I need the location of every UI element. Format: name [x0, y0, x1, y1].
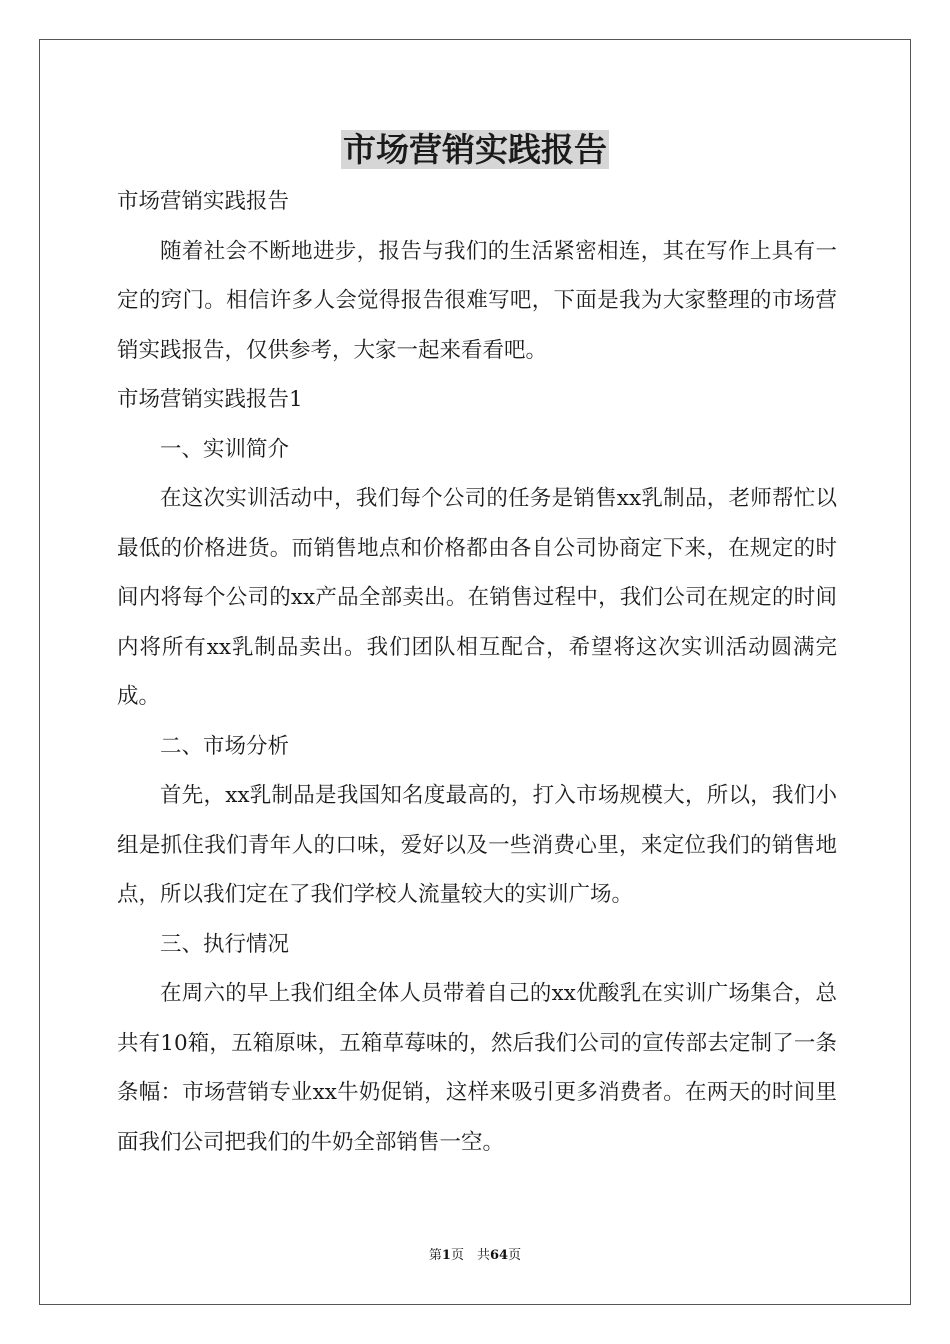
- paragraph-intro: 随着社会不断地进步，报告与我们的生活紧密相连，其在写作上具有一定的窍门。相信许多人会觉得报告很难写吧，下面是我为大家整理的市场营销实践报告，仅供参考，大家一起来看看吧。: [117, 238, 837, 363]
- paragraph-subtitle: 市场营销实践报告: [117, 189, 290, 214]
- paragraph-training-intro: 在这次实训活动中，我们每个公司的任务是销售xx乳制品，老师帮忙以最低的价格进货。而销售地点和价格都由各自公司协商定下来，在规定的时间内将每个公司的xx产品全部卖出。在销售过程中，我们公司在规定的时间内将所有xx乳制品卖出。我们团队相互配合，希望将这次实训活动圆满完成。: [117, 486, 837, 709]
- paragraph-market-analysis: 首先，xx乳制品是我国知名度最高的，打入市场规模大，所以，我们小组是抓住我们青年人的口味，爱好以及一些消费心里，来定位我们的销售地点，所以我们定在了我们学校人流量较大的实训广场。: [117, 783, 837, 907]
- document-title: [0, 127, 950, 173]
- paragraph-report-heading: 市场营销实践报告1: [117, 387, 303, 412]
- section-heading-execution: 三、执行情况: [160, 931, 290, 957]
- page-number-prefix: 第: [428, 1248, 442, 1263]
- section-heading-market-analysis: 二、市场分析: [160, 733, 290, 759]
- document-body: [117, 177, 837, 1167]
- page-number-current: 1: [441, 1248, 451, 1263]
- section-heading-training-intro: 一、实训简介: [160, 436, 290, 462]
- paragraph-execution: 在周六的早上我们组全体人员带着自己的xx优酸乳在实训广场集合，总共有10箱，五箱原味，五箱草莓味的，然后我们公司的宣传部去定制了一条条幅：市场营销专业xx牛奶促销，这样来吸引更多消费者。在两天的时间里面我们公司把我们的牛奶全部销售一空。: [117, 981, 837, 1155]
- document-title-text: 市场营销实践报告: [343, 130, 607, 169]
- page-number-total: 64: [489, 1248, 509, 1263]
- page-footer: [0, 1247, 950, 1265]
- page-number-mid: 页 共: [450, 1248, 490, 1263]
- page-number-suffix: 页: [508, 1248, 522, 1263]
